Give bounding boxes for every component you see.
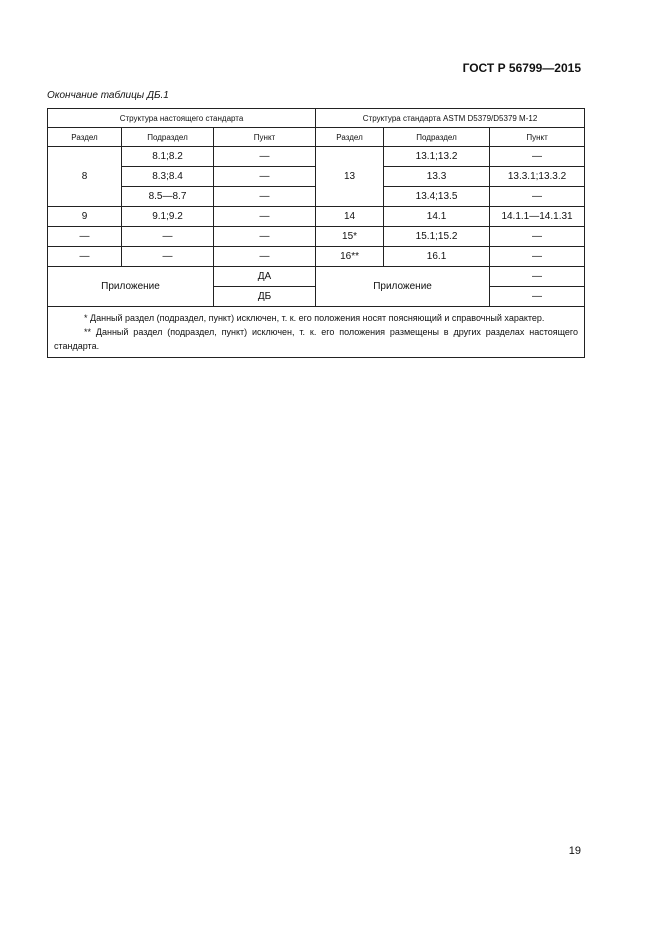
table-cell: — [490, 187, 585, 207]
column-header: Раздел [316, 128, 384, 147]
table-cell: 8.3;8.4 [122, 167, 214, 187]
table-cell: — [490, 247, 585, 267]
table-cell: — [214, 207, 316, 227]
group-header-current-standard: Структура настоящего стандарта [48, 109, 316, 128]
table-cell: 13 [316, 147, 384, 207]
table-cell: — [214, 247, 316, 267]
appendix-row [48, 267, 585, 287]
table-row [48, 247, 585, 267]
table-cell: 9.1;9.2 [122, 207, 214, 227]
appendix-cell: ДА [214, 267, 316, 287]
table-cell: — [122, 227, 214, 247]
table-cell: — [214, 227, 316, 247]
footnote-double-asterisk: ** Данный раздел (подраздел, пункт) исключен, т. к. его положения размещены в других разделах настоящего стандарта. [54, 327, 579, 351]
table-cell: 13.3.1;13.3.2 [490, 167, 585, 187]
table-cell: 8.1;8.2 [122, 147, 214, 167]
notes-row [48, 307, 585, 358]
column-header: Подраздел [384, 128, 490, 147]
table-cell: — [214, 167, 316, 187]
table-caption: Окончание таблицы ДБ.1 [47, 90, 169, 101]
table-row [48, 147, 585, 167]
table-cell: 14.1.1—14.1.31 [490, 207, 585, 227]
document-code: ГОСТ Р 56799—2015 [462, 61, 581, 75]
column-header: Раздел [48, 128, 122, 147]
table-row [48, 227, 585, 247]
table-cell: 8.5—8.7 [122, 187, 214, 207]
table-cell: — [48, 247, 122, 267]
table-cell: 15* [316, 227, 384, 247]
column-header: Пункт [490, 128, 585, 147]
column-header: Пункт [214, 128, 316, 147]
table-cell: — [490, 227, 585, 247]
table-column-header-row [48, 128, 585, 147]
table-row [48, 207, 585, 227]
column-header: Подраздел [122, 128, 214, 147]
table-cell: — [214, 187, 316, 207]
table-cell: 13.4;13.5 [384, 187, 490, 207]
table-cell: 9 [48, 207, 122, 227]
appendix-label-left: Приложение [48, 267, 214, 307]
table-cell: 16.1 [384, 247, 490, 267]
table-cell: 13.1;13.2 [384, 147, 490, 167]
appendix-cell: — [490, 287, 585, 307]
table-cell: 13.3 [384, 167, 490, 187]
table-cell: — [214, 147, 316, 167]
table-notes [48, 307, 585, 358]
table-cell: 15.1;15.2 [384, 227, 490, 247]
table-cell: 14 [316, 207, 384, 227]
table-cell: — [490, 147, 585, 167]
footnote-single-asterisk: * Данный раздел (подраздел, пункт) исключен, т. к. его положения носят поясняющий и справочный характер. [84, 313, 545, 323]
appendix-cell: — [490, 267, 585, 287]
comparison-table [47, 108, 585, 358]
group-header-astm-standard: Структура стандарта ASTM D5379/D5379 M-12 [316, 109, 585, 128]
table-cell: 14.1 [384, 207, 490, 227]
table-cell: — [48, 227, 122, 247]
page-number: 19 [568, 845, 581, 857]
appendix-cell: ДБ [214, 287, 316, 307]
table-group-header-row [48, 109, 585, 128]
table-cell: 16** [316, 247, 384, 267]
appendix-label-right: Приложение [316, 267, 490, 307]
table-cell: 8 [48, 147, 122, 207]
table-cell: — [122, 247, 214, 267]
